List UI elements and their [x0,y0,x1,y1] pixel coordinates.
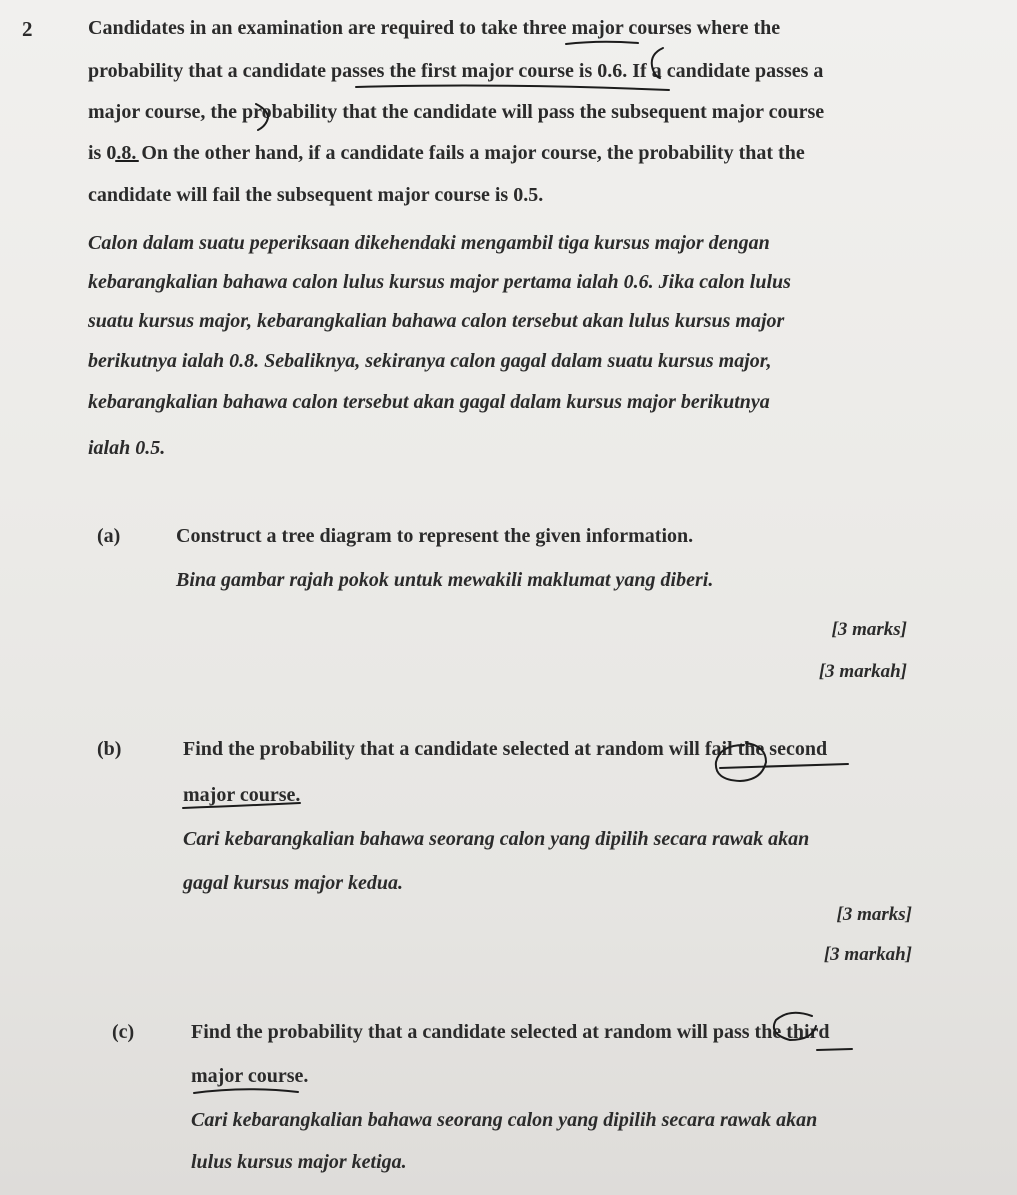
stem-ms-line-6: ialah 0.5. [88,437,166,459]
part-c-ms-line-2: lulus kursus major ketiga. [191,1151,407,1173]
stem-ms-line-4: berikutnya ialah 0.8. Sebaliknya, sekiranya calon gagal dalam suatu kursus major, [88,350,772,372]
part-a-label: (a) [97,525,121,547]
underline-three-major [566,42,638,44]
part-b-en-line-2: major course. [183,784,301,806]
stem-ms-line-3: suatu kursus major, kebarangkalian bahawa calon tersebut akan lulus kursus major [88,310,785,332]
stem-ms-line-5: kebarangkalian bahawa calon tersebut akan gagal dalam kursus major berikutnya [88,391,770,413]
underline-second-major [720,764,848,768]
part-b-label: (b) [97,738,122,760]
stem-ms-line-2: kebarangkalian bahawa calon lulus kursus major pertama ialah 0.6. Jika calon lulus [88,271,791,293]
stem-ms-line-1: Calon dalam suatu peperiksaan dikehendaki mengambil tiga kursus major dengan [88,232,770,254]
underline-major-course-c [194,1089,298,1093]
part-c-label: (c) [112,1021,135,1043]
part-b-marks-ms: [3 markah] [823,944,912,965]
part-c-ms-line-1: Cari kebarangkalian bahawa seorang calon yang dipilih secara rawak akan [191,1109,818,1131]
part-a-en-line-1: Construct a tree diagram to represent the given information. [176,525,694,547]
question-number: 2 [22,17,33,41]
part-b-marks-en: [3 marks] [836,904,912,925]
part-b-ms-line-1: Cari kebarangkalian bahawa seorang calon yang dipilih secara rawak akan [183,828,810,850]
part-a-marks-ms: [3 markah] [818,661,907,682]
part-b-en-line-1: Find the probability that a candidate selected at random will fail the second [183,738,828,760]
underline-first-major-course [356,86,669,90]
stem-en-line-1: Candidates in an examination are required to take three major courses where the [88,17,781,39]
stem-en-line-2: probability that a candidate passes the first major course is 0.6. If a candidate passes a [88,60,824,82]
part-c-en-line-1: Find the probability that a candidate selected at random will pass the third [191,1021,830,1043]
part-a-ms-line-1: Bina gambar rajah pokok untuk mewakili maklumat yang diberi. [176,569,714,591]
stem-en-line-3: major course, the probability that the candidate will pass the subsequent major course [88,101,825,123]
part-b-ms-line-2: gagal kursus major kedua. [183,872,404,894]
part-c-en-line-2: major course. [191,1065,309,1087]
underline-third [817,1049,852,1050]
part-a-marks-en: [3 marks] [831,619,907,640]
stem-en-line-5: candidate will fail the subsequent major course is 0.5. [88,184,544,206]
stem-en-line-4: is 0.8. On the other hand, if a candidate fails a major course, the probability that the [88,142,805,164]
